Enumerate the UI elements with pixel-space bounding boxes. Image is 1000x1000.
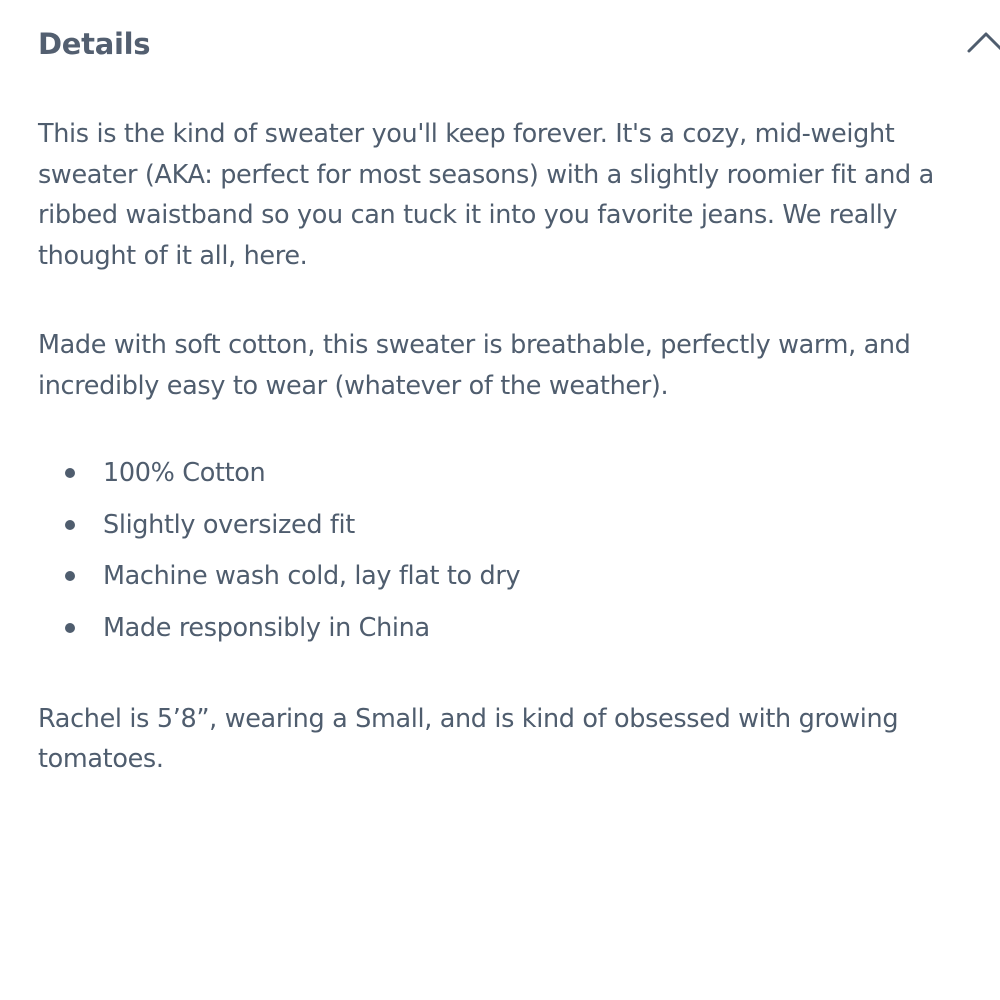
- list-item-text: Machine wash cold, lay flat to dry: [103, 561, 521, 592]
- list-item-text: 100% Cotton: [103, 458, 266, 488]
- list-item-text: Made responsibly in China: [103, 613, 430, 644]
- chevron-up-icon[interactable]: [966, 26, 1000, 56]
- model-info-paragraph: Rachel is 5’8”, wearing a Small, and is kind of obsessed with growing tomatoes.: [38, 703, 899, 775]
- feature-list: [38, 455, 988, 662]
- bullet-dot-icon: [65, 623, 75, 633]
- details-content: [38, 114, 988, 780]
- description-paragraph: This is the kind of sweater you'll keep forever. It's a cozy, mid-weight sweater (AKA: perfect for most seasons) with a slightly roomier fit and a ribbed waistband so you can tuck it into you favorite jeans. We really thought of it all, here.: [38, 119, 934, 271]
- list-item: [38, 455, 988, 507]
- list-item-text: Slightly oversized fit: [103, 509, 355, 540]
- details-accordion-header[interactable]: [0, 0, 1000, 90]
- bullet-dot-icon: [65, 571, 75, 581]
- list-item: [38, 558, 988, 610]
- bullet-dot-icon: [65, 468, 75, 478]
- details-title: Details: [38, 27, 151, 61]
- bullet-dot-icon: [65, 520, 75, 530]
- list-item: [38, 610, 988, 662]
- material-paragraph: Made with soft cotton, this sweater is breathable, perfectly warm, and incredibly easy to wear (whatever of the weather).: [38, 330, 911, 401]
- list-item: [38, 507, 988, 559]
